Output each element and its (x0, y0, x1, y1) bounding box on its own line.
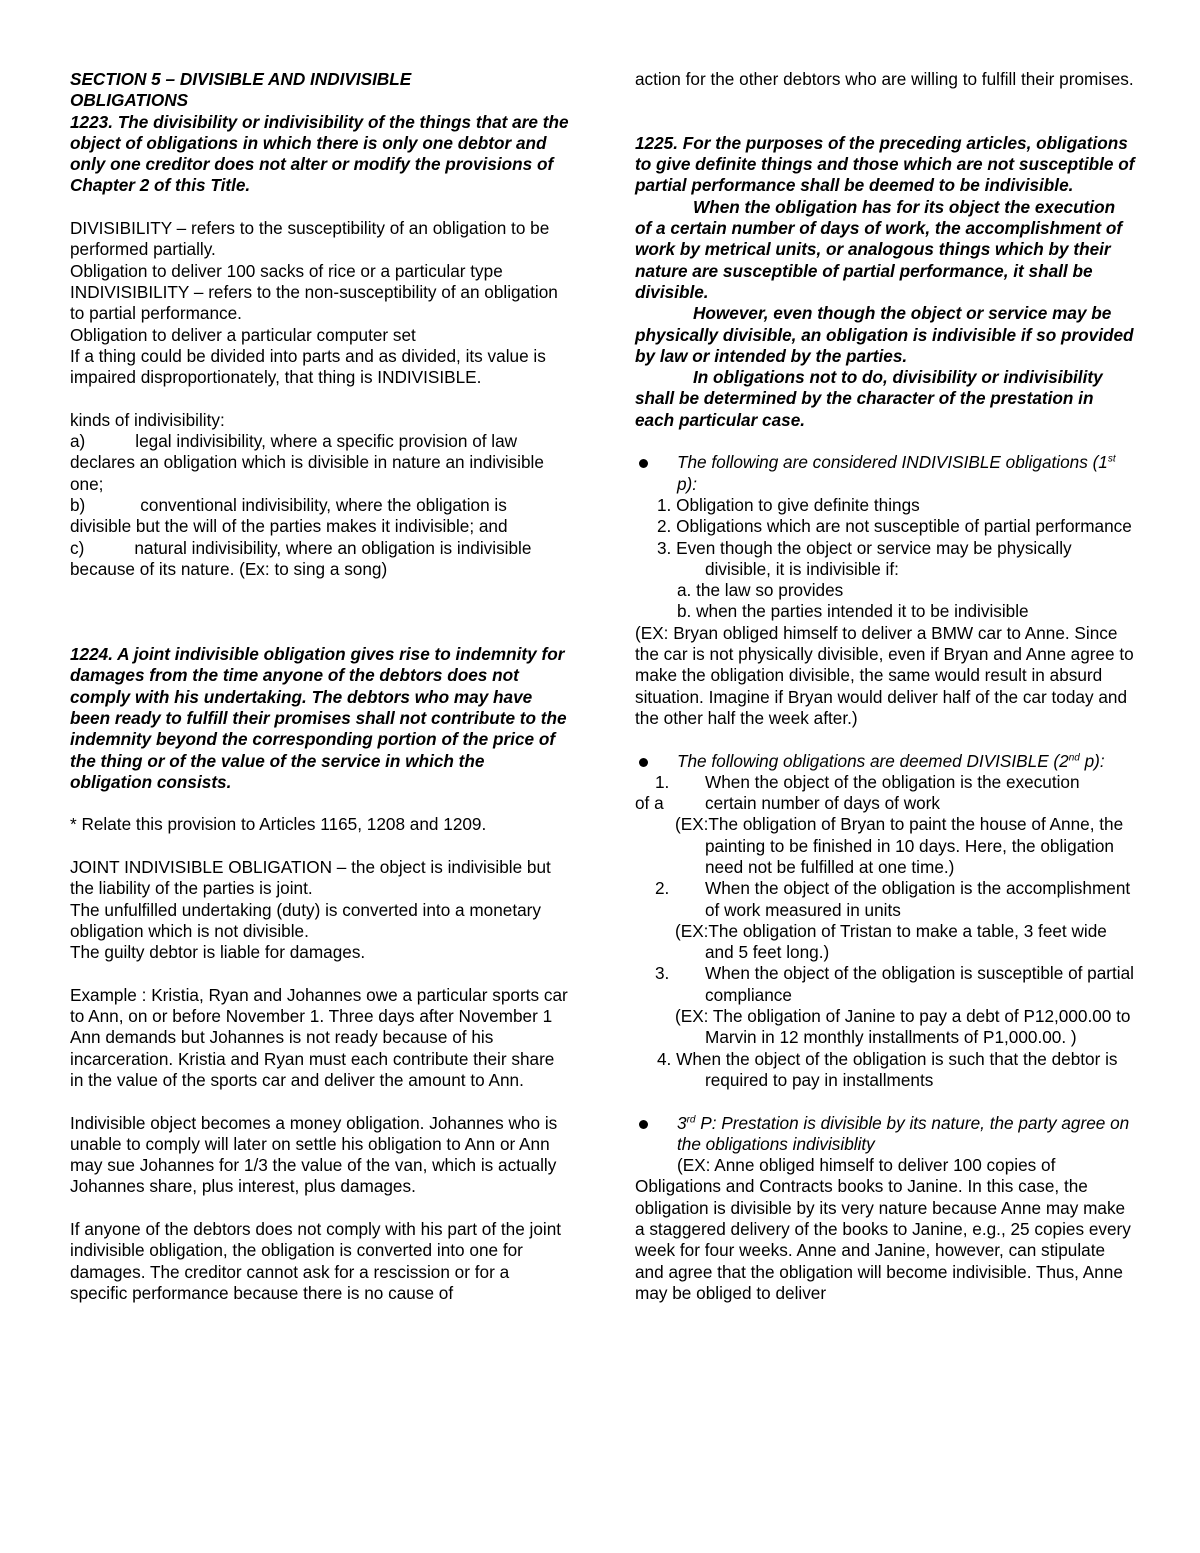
money-obligation-paragraph: Indivisible object becomes a money obligation. Johannes who is unable to comply will later on settle his obligation to Ann or Ann may sue Johannes for 1/3 the value of the van, which is actually Johannes share, plus interest, plus damages. (70, 1112, 558, 1197)
bullet-divisible: The following obligations are deemed DIVISIBLE (2nd p): (635, 751, 1135, 772)
kind-item: c) natural indivisibility, where an obligation is indivisible because of its nature. (Ex: to sing a song) (70, 537, 532, 579)
indivisibility-definition: INDIVISIBILITY – refers to the non-susceptibility of an obligation to partial performance. (70, 281, 558, 324)
article-1225-para: However, even though the object or service may be physically divisible, an obligation is indivisible if so provided by law or intended by the parties. (635, 303, 1134, 366)
left-column (70, 69, 570, 1304)
list-number: 1. of a (635, 771, 670, 814)
joint-note: The guilty debtor is liable for damages. (70, 942, 366, 963)
list-item: 1. Obligation to give definite things (657, 494, 920, 515)
non-compliance-paragraph: If anyone of the debtors does not comply with his part of the joint indivisible obligation, the obligation is converted into one for damages. The creditor cannot ask for a rescission or for a specific performance because there is no cause of (70, 1219, 562, 1303)
bullet-third-paragraph: 3rd P: Prestation is divisible by its nature, the party agree on the obligations indivisiblity (635, 1113, 1135, 1156)
article-1225-para: In obligations not to do, divisibility or indivisibility shall be determined by the character of the prestation in each particular case. (635, 367, 1103, 430)
list-item: 3. Even though the object or service may be physically divisible, it is indivisible if: (657, 537, 1072, 579)
kinds-heading: kinds of indivisibility: (70, 409, 225, 430)
bullet-indivisible: The following are considered INDIVISIBLE obligations (1st p): (635, 452, 1135, 495)
bullet-icon (639, 459, 648, 468)
bullet-icon (639, 1120, 648, 1129)
divisibility-definition: DIVISIBILITY – refers to the susceptibility of an obligation to be performed partially. (70, 218, 550, 260)
article-1224: 1224. A joint indivisible obligation gives rise to indemnity for damages from the time anyone of the debtors does not comply with his undertaking. The debtors who may have been ready to fulfill their promises shall not contribute to the indemnity beyond the corresponding portion of the price of the thing or of the value of the service in which the obligation consists. (70, 644, 567, 792)
continued-paragraph: action for the other debtors who are willing to fulfill their promises. (635, 69, 1134, 89)
list-item: 2. Obligations which are not susceptible of partial performance (657, 516, 1132, 537)
indivisible-rule: If a thing could be divided into parts and as divided, its value is impaired disproportionately, that thing is INDIVISIBLE. (70, 345, 546, 388)
section-title: SECTION 5 – DIVISIBLE AND INDIVISIBLE OBLIGATIONS (70, 69, 412, 111)
relate-note: * Relate this provision to Articles 1165, 1208 and 1209. (70, 814, 487, 835)
kind-item: a) legal indivisibility, where a specific provision of law declares an obligation which is divisible in nature an indivisible one; (70, 431, 544, 494)
example-paragraph: (EX:The obligation of Bryan to paint the house of Anne, the painting to be finished in 10 days. Here, the obligation need not be fulfilled at one time.) (675, 814, 1124, 877)
sub-item: b. when the parties intended it to be indivisible (677, 601, 1029, 622)
right-column (635, 69, 1135, 1304)
example-paragraph: Example : Kristia, Ryan and Johannes owe a particular sports car to Ann, on or before November 1. Three days after November 1 Ann demands but Johannes is not ready because of his incarceration. Kristia and Ryan must each contribute their share in the value of the sports car and deliver the amount to Ann. (70, 984, 568, 1090)
list-item: 1. of a When the object of the obligation is the execution certain number of days of work (635, 771, 1080, 814)
kind-item: b) conventional indivisibility, where the obligation is divisible but the will of the parties makes it indivisible; and (70, 494, 508, 537)
indivisibility-example: Obligation to deliver a particular computer set (70, 324, 416, 345)
example-paragraph: (EX:The obligation of Tristan to make a table, 3 feet wide and 5 feet long.) (675, 920, 1107, 963)
list-item: 3. When the object of the obligation is susceptible of partial compliance (655, 963, 1134, 1005)
joint-note: The unfulfilled undertaking (duty) is converted into a monetary obligation which is not divisible. (70, 899, 542, 941)
example-paragraph: (EX: Anne obliged himself to deliver 100 copies of Obligations and Contracts books to Janine. In this case, the obligation is divisible by its very nature because Anne may make a staggered delivery of the books to Janine, e.g., 25 copies every week for four weeks. Anne and Janine, however, can stipulate and agree that the obligation will become indivisible. Thus, Anne may be obliged to deliver (635, 1155, 1131, 1303)
joint-indivisible-definition: JOINT INDIVISIBLE OBLIGATION – the object is indivisible but the liability of the parties is joint. (70, 856, 551, 899)
list-item: 2. When the object of the obligation is the accomplishment of work measured in units (655, 878, 1131, 920)
article-1223: 1223. The divisibility or indivisibility of the things that are the object of obligations in which there is only one debtor and only one creditor does not alter or modify the provisions of Chapter 2 of this Title. (70, 111, 569, 196)
example-paragraph: (EX: Bryan obliged himself to deliver a BMW car to Anne. Since the car is not physically divisible, even if Bryan and Anne agree to make the obligation divisible, the same would result in absurd situation. Imagine if Bryan would deliver half of the car today and the other half the week after.) (635, 622, 1134, 728)
divisibility-example: Obligation to deliver 100 sacks of rice or a particular type (70, 260, 503, 281)
sub-item: a. the law so provides (677, 580, 844, 601)
list-item: 4. When the object of the obligation is such that the debtor is required to pay in installments (657, 1048, 1118, 1090)
article-1225-para: When the obligation has for its object the execution of a certain number of days of work, the accomplishment of work by metrical units, or analogous things which by their nature are susceptible of partial performance, it shall be divisible. (635, 196, 1123, 302)
example-paragraph: (EX: The obligation of Janine to pay a debt of P12,000.00 to Marvin in 12 monthly installments of P1,000.00. ) (675, 1006, 1131, 1048)
article-1225: 1225. For the purposes of the preceding articles, obligations to give definite things and those which are not susceptible of partial performance shall be deemed to be indivisible. (635, 132, 1135, 196)
bullet-icon (639, 758, 648, 767)
